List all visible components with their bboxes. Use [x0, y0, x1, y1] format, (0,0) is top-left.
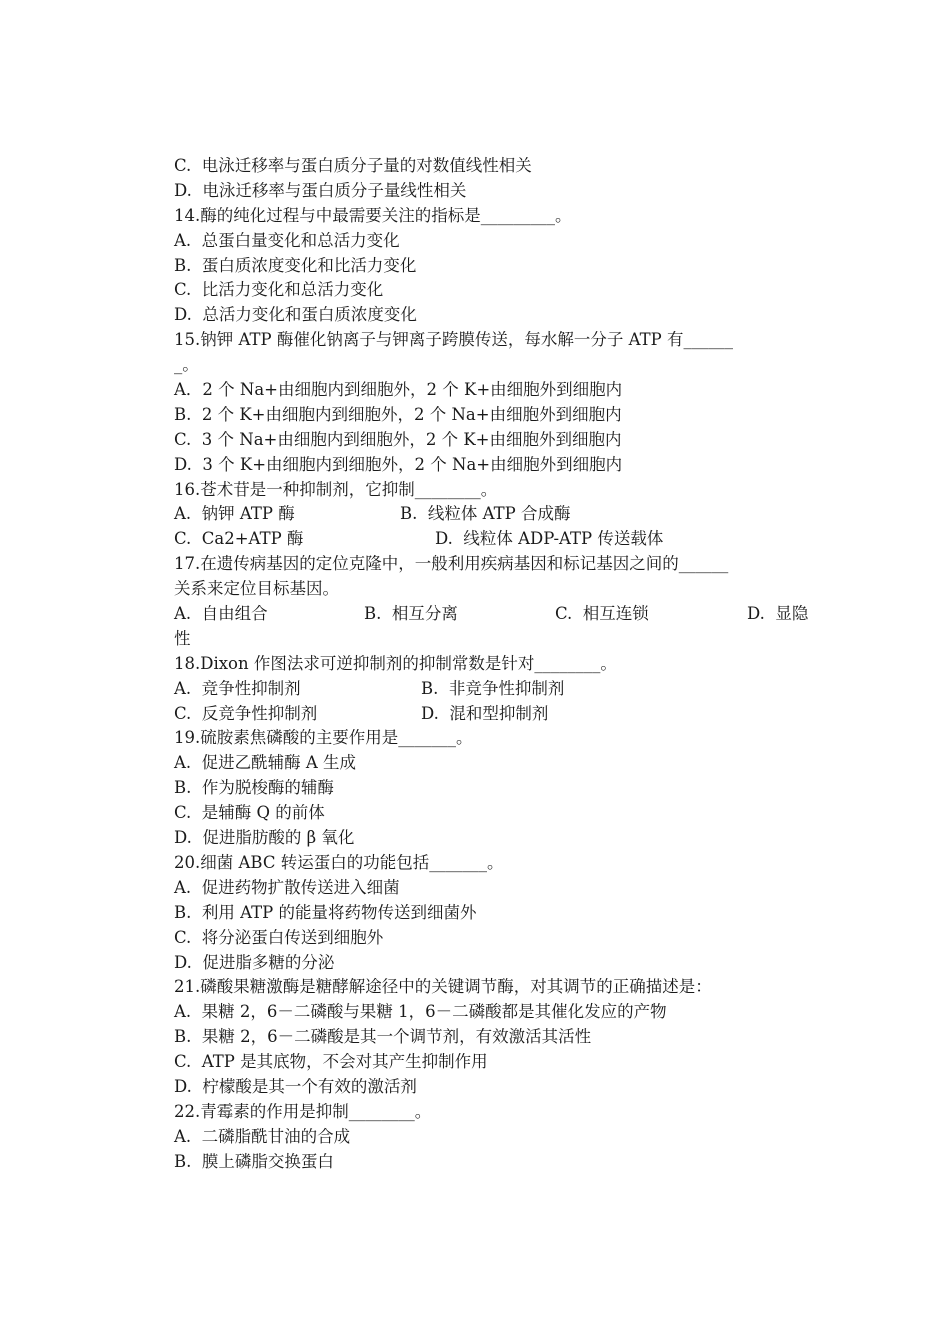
option-22a: A. 二磷脂酰甘油的合成 — [174, 1126, 351, 1146]
option-19c: C. 是辅酶 Q 的前体 — [174, 803, 325, 823]
options-16-row-2 — [174, 527, 824, 552]
question-19: 19.硫胺素焦磷酸的主要作用是_______。 — [174, 728, 473, 748]
option-21a: A. 果糖 2，6－二磷酸与果糖 1，6－二磷酸都是其催化发应的产物 — [174, 1002, 667, 1022]
option-13d: D. 电泳迁移率与蛋白质分子量线性相关 — [174, 180, 467, 200]
option-17b: B. 相互分离 — [364, 604, 458, 624]
options-18-row-1 — [174, 677, 824, 702]
option-14a: A. 总蛋白量变化和总活力变化 — [174, 230, 400, 250]
question-18: 18.Dixon 作图法求可逆抑制剂的抑制常数是针对________。 — [174, 653, 617, 673]
option-17a: A. 自由组合 — [174, 604, 268, 624]
question-17-continued: 关系来定位目标基因。 — [174, 579, 339, 599]
option-20b: B. 利用 ATP 的能量将药物传送到细菌外 — [174, 902, 477, 922]
option-15d: D. 3 个 K+由细胞内到细胞外，2 个 Na+由细胞外到细胞内 — [174, 454, 623, 474]
option-21c: C. ATP 是其底物，不会对其产生抑制作用 — [174, 1052, 488, 1072]
question-16: 16.苍术苷是一种抑制剂，它抑制________。 — [174, 479, 498, 499]
option-20a: A. 促进药物扩散传送进入细菌 — [174, 877, 400, 897]
option-20c: C. 将分泌蛋白传送到细胞外 — [174, 927, 384, 947]
option-18c: C. 反竞争性抑制剂 — [174, 703, 318, 723]
option-14d: D. 总活力变化和蛋白质浓度变化 — [174, 305, 417, 325]
option-19b: B. 作为脱梭酶的辅酶 — [174, 778, 334, 798]
question-list — [174, 154, 824, 1175]
option-18b: B. 非竞争性抑制剂 — [421, 678, 565, 698]
option-17d-continued: 性 — [174, 628, 191, 648]
option-13c: C. 电泳迁移率与蛋白质分子量的对数值线性相关 — [174, 156, 532, 175]
option-19a: A. 促进乙酰辅酶 A 生成 — [174, 753, 357, 773]
option-22b: B. 膜上磷脂交换蛋白 — [174, 1151, 334, 1171]
question-14: 14.酶的纯化过程与中最需要关注的指标是_________。 — [174, 205, 572, 225]
options-16-row-1 — [174, 502, 824, 527]
option-16c: C. Ca2+ATP 酶 — [174, 529, 304, 549]
option-20d: D. 促进脂多糖的分泌 — [174, 952, 335, 972]
question-15: 15.钠钾 ATP 酶催化钠离子与钾离子跨膜传送，每水解一分子 ATP 有______ — [174, 330, 733, 350]
option-14b: B. 蛋白质浓度变化和比活力变化 — [174, 255, 417, 275]
option-18d: D. 混和型抑制剂 — [421, 703, 549, 723]
option-15b: B. 2 个 K+由细胞内到细胞外，2 个 Na+由细胞外到细胞内 — [174, 404, 622, 424]
option-16b: B. 线粒体 ATP 合成酶 — [400, 504, 571, 524]
question-21: 21.磷酸果糖激酶是糖酵解途径中的关键调节酶，对其调节的正确描述是： — [174, 977, 712, 997]
option-16d: D. 线粒体 ADP-ATP 传送载体 — [435, 529, 664, 549]
option-19d: D. 促进脂肪酸的 β 氧化 — [174, 828, 355, 848]
question-22: 22.青霉素的作用是抑制________。 — [174, 1101, 432, 1121]
option-17c: C. 相互连锁 — [555, 604, 649, 624]
option-16a: A. 钠钾 ATP 酶 — [174, 504, 295, 524]
question-20: 20.细菌 ABC 转运蛋白的功能包括_______。 — [174, 852, 504, 872]
options-18-row-2 — [174, 702, 824, 727]
options-17-row — [174, 602, 824, 627]
option-21d: D. 柠檬酸是其一个有效的激活剂 — [174, 1076, 417, 1096]
option-21b: B. 果糖 2，6－二磷酸是其一个调节剂，有效激活其活性 — [174, 1027, 592, 1047]
option-14c: C. 比活力变化和总活力变化 — [174, 280, 384, 300]
option-17d: D. 显隐 — [747, 604, 809, 624]
option-15c: C. 3 个 Na+由细胞内到细胞外，2 个 K+由细胞外到细胞内 — [174, 429, 622, 449]
option-15a: A．2 个 Na+由细胞内到细胞外，2 个 K+由细胞外到细胞内 — [174, 380, 623, 400]
question-17: 17.在遗传病基因的定位克隆中，一般利用疾病基因和标记基因之间的______ — [174, 554, 729, 574]
option-18a: A. 竞争性抑制剂 — [174, 678, 301, 698]
question-15-continued: _。 — [174, 355, 199, 375]
